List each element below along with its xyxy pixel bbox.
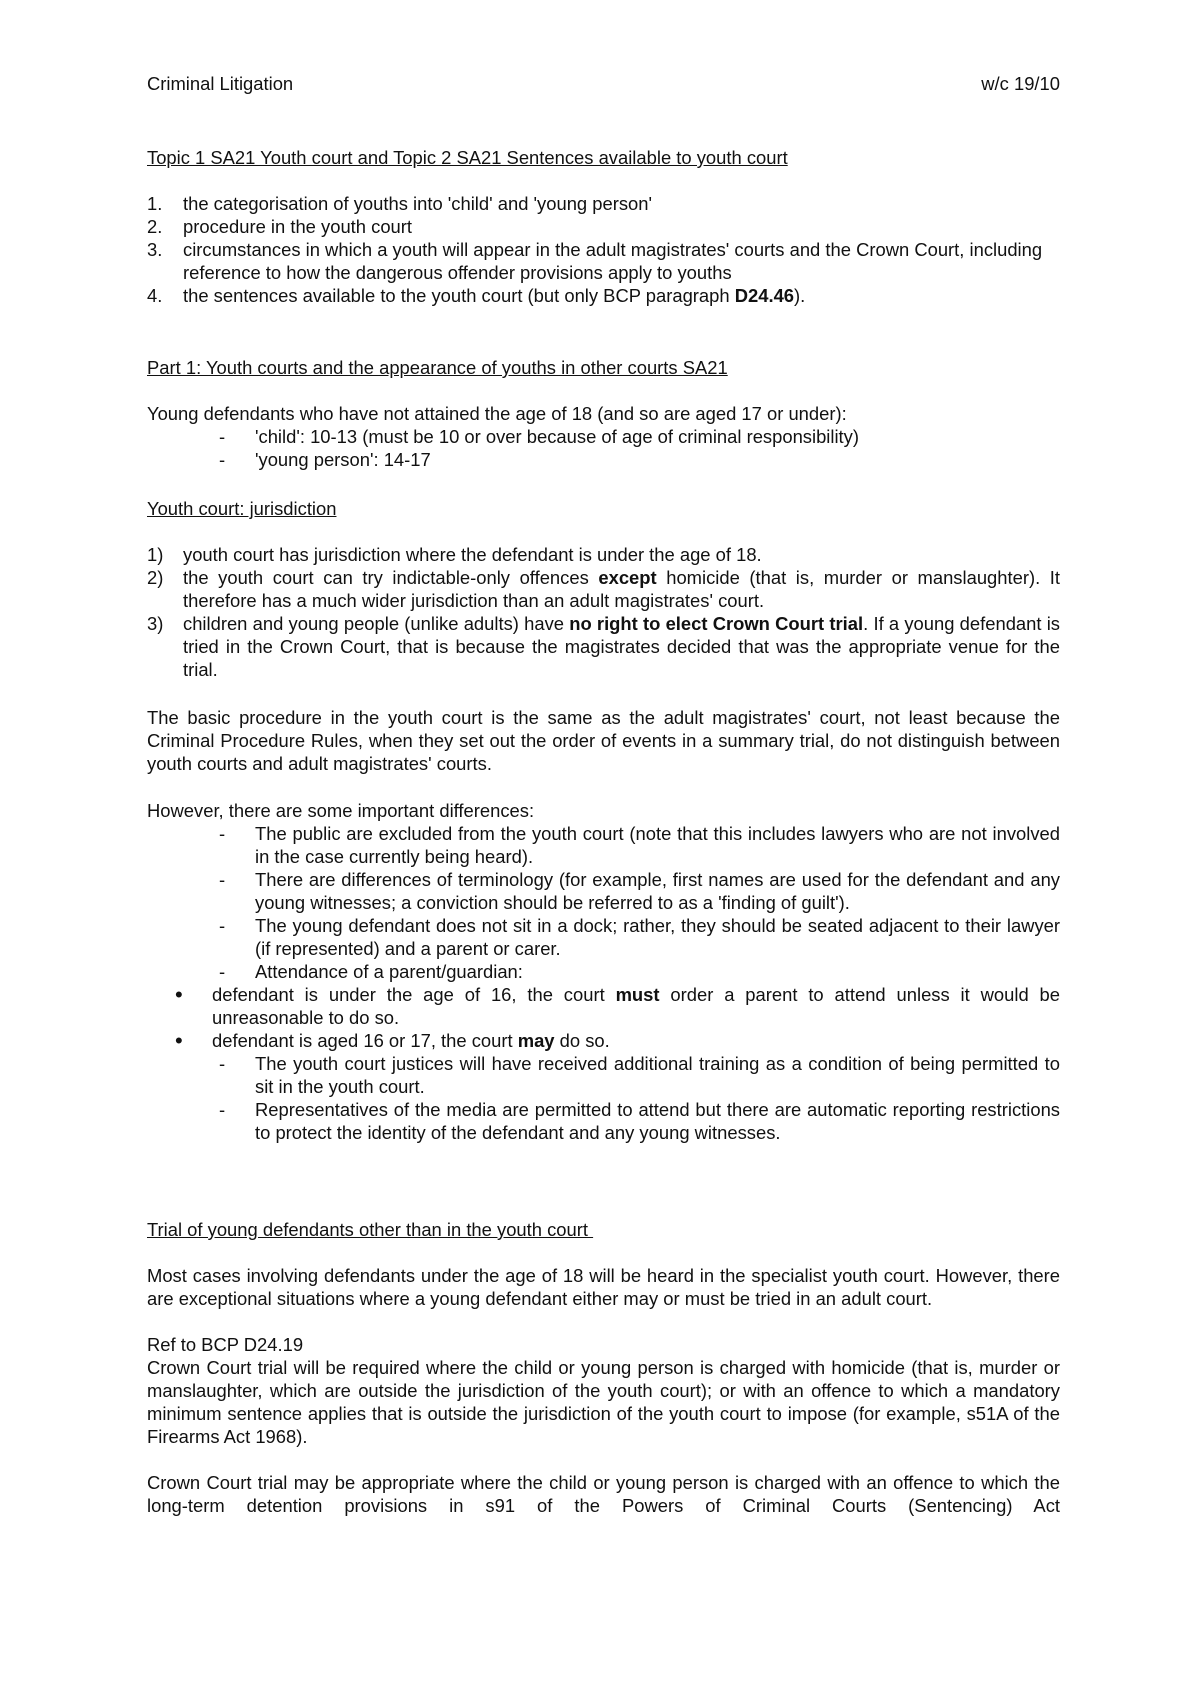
trial-heading: Trial of young defendants other than in the youth court	[147, 1219, 594, 1240]
topic-text: procedure in the youth court	[183, 216, 413, 237]
trial-section	[147, 1218, 1060, 1517]
part1-section	[147, 356, 1060, 471]
definition-item	[147, 448, 1060, 471]
attendance-bold: must	[615, 984, 660, 1005]
topic-item	[147, 215, 1060, 238]
trial-paragraph: Most cases involving defendants under the age of 18 will be heard in the specialist youth court. However, there are exceptional situations where a young defendant either may or must be tried in an adult court.	[147, 1265, 1060, 1309]
attendance-bullet	[147, 1029, 1060, 1052]
jurisdiction-item	[147, 543, 1060, 566]
topic-item	[147, 238, 1060, 284]
part1-heading: Part 1: Youth courts and the appearance of youths in other courts SA21	[147, 357, 728, 378]
attendance-bullet	[147, 983, 1060, 1029]
trial-paragraph: Crown Court trial may be appropriate where the child or young person is charged with an offence to which the long-term detention provisions in s91 of the Powers of Criminal Courts (Sentencing) Act	[147, 1472, 1060, 1516]
dash-marker: -	[219, 1053, 226, 1074]
dash-marker: -	[219, 1099, 226, 1120]
topic-bold-ref: D24.46	[734, 285, 795, 306]
dash-marker: -	[219, 449, 226, 470]
item-number: 2)	[147, 567, 164, 588]
trial-paragraph: Crown Court trial will be required where the child or young person is charged with homicide (that is, murder or manslaughter, which are outside the jurisdiction of the youth court); or with an offence to which a mandatory minimum sentence applies that is outside the jurisdiction of the youth court to impose (for example, s51A of the Firearms Act 1968).	[147, 1357, 1060, 1447]
difference-item	[147, 822, 1060, 868]
jurisdiction-section	[147, 497, 1060, 681]
topic-number: 1.	[147, 193, 163, 214]
jurisdiction-item	[147, 612, 1060, 681]
jurisdiction-bold: no right to elect Crown Court trial	[569, 613, 864, 634]
attendance-bold: may	[517, 1030, 555, 1051]
difference-text: Attendance of a parent/guardian:	[255, 961, 523, 982]
jurisdiction-text: children and young people (unlike adults) have	[183, 613, 570, 634]
difference-text: The public are excluded from the youth court (note that this includes lawyers who are not involved in the case currently being heard).	[255, 823, 1060, 867]
jurisdiction-bold: except	[598, 567, 657, 588]
differences-section	[147, 799, 1060, 1144]
header-right: w/c 19/10	[981, 73, 1060, 94]
bcp-reference: Ref to BCP D24.19	[147, 1334, 304, 1355]
attendance-text-end: order a parent to attend unless it would be unreasonable to do so.	[212, 984, 1060, 1028]
topics-section	[147, 146, 1060, 307]
topic-number: 2.	[147, 216, 163, 237]
topic-text-end: ).	[794, 285, 806, 306]
dash-marker: -	[219, 869, 226, 890]
dash-marker: -	[219, 426, 226, 447]
topic-number: 3.	[147, 239, 163, 260]
difference-text: The young defendant does not sit in a dock; rather, they should be seated adjacent to their lawyer (if represented) and a parent or carer.	[255, 915, 1060, 959]
jurisdiction-item	[147, 566, 1060, 612]
topic-item	[147, 284, 1060, 307]
jurisdiction-text-end: homicide (that is, murder or manslaughter). It therefore has a much wider jurisdiction than an adult magistrates' court.	[183, 567, 1060, 611]
attendance-text-end: do so.	[554, 1030, 610, 1051]
jurisdiction-text: the youth court can try indictable-only offences	[183, 567, 599, 588]
definition-text: 'young person': 14-17	[255, 449, 431, 470]
topic-text: the categorisation of youths into 'child' and 'young person'	[183, 193, 653, 214]
difference-item	[147, 1052, 1060, 1098]
procedure-paragraph: The basic procedure in the youth court is the same as the adult magistrates' court, not least because the Criminal Procedure Rules, when they set out the order of events in a summary trial, do not distinguish between youth courts and adult magistrates' courts.	[147, 707, 1060, 774]
difference-item	[147, 960, 1060, 983]
attendance-text: defendant is under the age of 16, the court	[212, 984, 616, 1005]
definition-item	[147, 425, 1060, 448]
topic-text: circumstances in which a youth will appear in the adult magistrates' courts and the Crown Court, including reference to how the dangerous offender provisions apply to youths	[183, 239, 1043, 283]
differences-intro: However, there are some important differences:	[147, 800, 535, 821]
difference-item	[147, 868, 1060, 914]
difference-text: Representatives of the media are permitted to attend but there are automatic reporting restrictions to protect the identity of the defendant and any young witnesses.	[255, 1099, 1060, 1143]
dash-marker: -	[219, 823, 226, 844]
difference-text: There are differences of terminology (for example, first names are used for the defendant and any young witnesses; a conviction should be referred to as a 'finding of guilt').	[255, 869, 1060, 913]
bullet-icon: •	[175, 1028, 183, 1053]
dash-marker: -	[219, 915, 226, 936]
part1-intro: Young defendants who have not attained the age of 18 (and so are aged 17 or under):	[147, 403, 847, 424]
item-number: 3)	[147, 613, 164, 634]
jurisdiction-text-end: . If a young defendant is tried in the Crown Court, that is because the magistrates decided that was the appropriate venue for the trial.	[183, 613, 1060, 680]
topic-item	[147, 192, 1060, 215]
difference-text: The youth court justices will have received additional training as a condition of being permitted to sit in the youth court.	[255, 1053, 1060, 1097]
topic-heading: Topic 1 SA21 Youth court and Topic 2 SA21 Sentences available to youth court	[147, 147, 788, 168]
item-number: 1)	[147, 544, 164, 565]
topic-number: 4.	[147, 285, 163, 306]
attendance-text: defendant is aged 16 or 17, the court	[212, 1030, 518, 1051]
jurisdiction-text: youth court has jurisdiction where the defendant is under the age of 18.	[183, 544, 762, 565]
difference-item	[147, 1098, 1060, 1144]
difference-item	[147, 914, 1060, 960]
jurisdiction-heading: Youth court: jurisdiction	[147, 498, 337, 519]
header-left: Criminal Litigation	[147, 73, 294, 94]
definition-text: 'child': 10-13 (must be 10 or over because of age of criminal responsibility)	[255, 426, 859, 447]
bullet-icon: •	[175, 982, 183, 1007]
topic-text: the sentences available to the youth court (but only BCP paragraph	[183, 285, 735, 306]
dash-marker: -	[219, 961, 226, 982]
